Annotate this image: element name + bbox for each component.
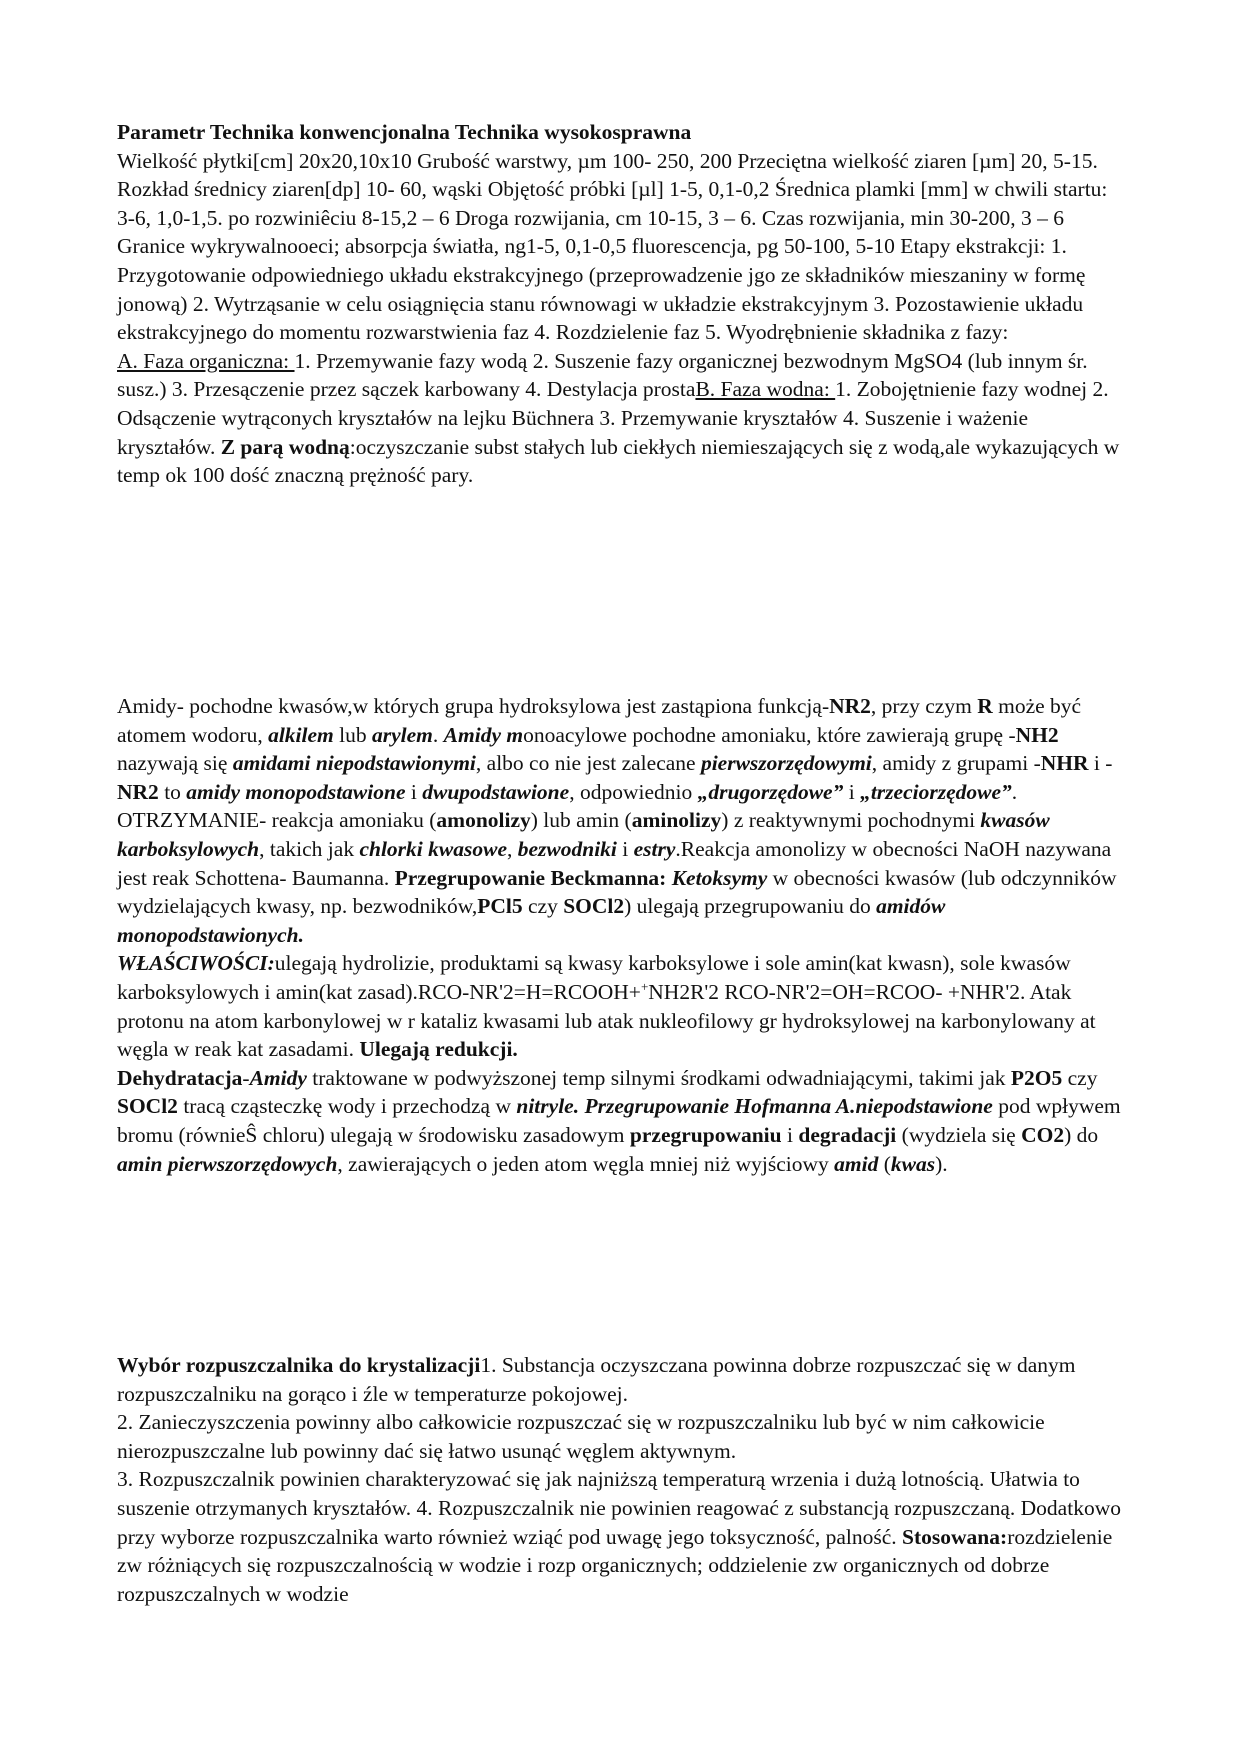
- properties-label: WŁAŚCIWOŚCI:: [117, 951, 275, 976]
- text-run: w obecności kwasów (lub odczynników wydzielających kwasy, np. bezwodników,: [117, 865, 1117, 919]
- text-run: , takich jak: [259, 836, 360, 861]
- paragraph: [117, 1408, 1127, 1465]
- section-amides: [117, 692, 1127, 1178]
- text-run: Amidy: [249, 1065, 307, 1090]
- paragraph: [117, 1351, 1127, 1408]
- text-run: Ketoksymy: [671, 865, 768, 890]
- text-run: (: [878, 1151, 891, 1176]
- text-run: ,: [506, 836, 518, 861]
- text-run: NHR: [1040, 751, 1089, 776]
- text-run: NH2R'2 RCO-NR'2=OH=RCOO- +NHR'2. Atak protonu na atom karbonylowej w r kataliz kwasami lub atak nukleofilowy gr hydroksylowej na karbonylowany at węgla w reak kat zasadami.: [117, 979, 1096, 1062]
- text-run: , przy czym: [870, 694, 978, 718]
- steam-distillation-text: :oczyszczanie subst stałych lub ciekłych niemieszających się z wodą,ale wykazujących w temp ok 100 dość znaczną prężność pary.: [117, 434, 1120, 488]
- text-run: Przegrupowanie Beckmanna:: [394, 865, 672, 890]
- phase-a-label: A. Faza organiczna:: [117, 348, 295, 373]
- parameters-text: Wielkość płytki[cm] 20x20,10x10 Grubość warstwy, µm 100- 250, 200 Przeciętna wielkość ziaren [µm] 20, 5-15. Rozkład średnicy ziaren[dp] 10- 60, wąski Objętość próbki [µl] 1-5, 0,1-0,2 Średnica plamki [mm] w chwili startu: 3-6, 1,0-1,5. po rozwiniêciu 8-15,2 – 6 Droga rozwijania, cm 10-15, 3 – 6. Czas rozwijania, min 30-200, 3 – 6 Granice wykrywalnooeci; absorpcja światła, ng1-5, 0,1-0,5 fluorescencja, pg 50-100, 5-10 Etapy ekstrakcji: 1. Przygotowanie odpowiedniego układu ekstrakcyjnego (przeprowadzenie jgo ze składników mieszaniny w formę jonową) 2. Wytrząsanie w celu osiągnięcia stanu równowagi w układzie ekstrakcyjnym 3. Pozostawienie układu ekstrakcyjnego do momentu rozwarstwienia faz 4. Rozdzielenie faz 5. Wyodrębnienie składnika z fazy:: [117, 148, 1108, 345]
- paragraph: [117, 147, 1127, 347]
- text-run: , amidy z grupami -: [871, 751, 1041, 776]
- text-run: SOCl2: [117, 1094, 178, 1119]
- text-run: arylem: [372, 722, 433, 747]
- rule-3-text: 3. Rozpuszczalnik powinien charakteryzować się jak najniższą temperaturą wrzenia i dużą lotnością. Ułatwia to suszenie otrzymanych kryształów. 4. Rozpuszczalnik nie powinien reagować z substancją rozpuszczaną. Dodatkowo przy wyborze rozpuszczalnika warto również wziąć pod uwagę jego toksyczność, palność.: [117, 1467, 1121, 1549]
- section-heading: Wybór rozpuszczalnika do krystalizacji: [117, 1353, 481, 1377]
- text-run: i: [781, 1122, 799, 1147]
- text-run: alkilem: [268, 722, 334, 747]
- text-run: P2O5: [1010, 1065, 1063, 1090]
- text-run: degradacji: [798, 1122, 897, 1147]
- text-run: amin pierwszorzędowych: [117, 1151, 338, 1176]
- paragraph: [117, 1064, 1127, 1178]
- text-run: to: [158, 779, 187, 804]
- text-run: amidów monopodstawionych: [117, 894, 946, 947]
- text-run: estry: [633, 836, 676, 861]
- section-chromatography-extraction: [117, 118, 1127, 490]
- text-run: i: [616, 836, 634, 861]
- section-solvent-choice: [117, 1351, 1127, 1608]
- text-run: nazywają się: [117, 751, 233, 776]
- text-run: lub: [333, 722, 372, 747]
- text-run: (wydziela się: [896, 1122, 1022, 1147]
- text-run: traktowane w podwyższonej temp silnymi środkami odwadniającymi, takimi jak: [306, 1065, 1011, 1090]
- text-run: ) ulegają przegrupowaniu do: [624, 894, 877, 919]
- text-run: CO2: [1021, 1122, 1065, 1147]
- rule-2-text: 2. Zanieczyszczenia powinny albo całkowicie rozpuszczać się w rozpuszczalniku lub być w nim całkowicie nierozpuszczalne lub powinny dać się łatwo usunąć węglem aktywnym.: [117, 1410, 1045, 1463]
- text-run: chlorki kwasowe: [359, 836, 507, 861]
- text-run: .: [298, 922, 304, 947]
- text-run: ).: [935, 1151, 948, 1176]
- text-run: nitryle.: [516, 1094, 580, 1119]
- text-run: NR2: [829, 694, 871, 718]
- steam-distillation-label: Z parą wodną: [220, 434, 350, 459]
- paragraph: [117, 692, 1127, 949]
- text-run: PCl5: [477, 894, 523, 919]
- text-run: ) lub amin (: [530, 808, 632, 833]
- text-run: SOCl2: [563, 894, 625, 919]
- paragraph: [117, 347, 1127, 490]
- text-run: Amidy- pochodne kwasów,w których grupa hydroksylowa jest zastąpiona funkcją-: [117, 694, 830, 718]
- text-run: ) z reaktywnymi pochodnymi: [721, 808, 981, 833]
- text-run: może być atomem wodoru,: [117, 694, 1082, 747]
- rule-1-text: 1. Substancja oczyszczana powinna dobrze rozpuszczać się w danym rozpuszczalniku na gorąco i źle w temperaturze pokojowej.: [117, 1353, 1076, 1406]
- text-run: kwas: [890, 1151, 936, 1176]
- text-run: onoacylowe pochodne amoniaku, które zawierają grupę -: [523, 722, 1016, 747]
- text-run: „drugorzędowe”: [697, 779, 844, 804]
- text-run: R: [977, 694, 993, 718]
- text-run: bezwodniki: [517, 836, 617, 861]
- text-run: , zawierających o jeden atom węgla mniej niż wyjściowy: [337, 1151, 835, 1176]
- text-run: NH2: [1015, 722, 1059, 747]
- text-run: i: [405, 779, 423, 804]
- application-label: Stosowana:: [902, 1524, 1008, 1549]
- text-run: .: [432, 722, 444, 747]
- text-run: ulegają hydrolizie, produktami są kwasy karboksylowe i sole amin(kat kwasn), sole kwasów karboksylowych i amin(kat zasad).RCO-NR'2=H=RCOOH+: [117, 951, 1071, 1004]
- phase-b-label: B. Faza wodna:: [695, 377, 836, 402]
- dehydration-label: Dehydratacja: [117, 1065, 243, 1090]
- text-run: .Reakcja amonolizy w obecności NaOH nazywana jest reak Schottena- Baumanna.: [117, 836, 1112, 890]
- text-run: „trzeciorzędowe”: [860, 779, 1012, 804]
- section-heading: Parametr Technika konwencjonalna Technika wysokosprawna: [117, 120, 692, 144]
- text-run: Ulegają redukcji.: [359, 1037, 518, 1062]
- text-run: , odpowiednio: [569, 779, 698, 804]
- phase-a-text: 1. Przemywanie fazy wodą 2. Suszenie fazy organicznej bezwodnym MgSO4 (lub innym śr. susz.) 3. Przesączenie przez sączek karbowany 4. Destylacja prosta: [117, 348, 1088, 402]
- text-run: amidami niepodstawionymi: [232, 751, 476, 776]
- text-run: amidy monopodstawione: [186, 779, 406, 804]
- text-run: czy: [1062, 1065, 1098, 1090]
- text-run: pod wpływem bromu (równieŜ chloru) ulegają w środowisku zasadowym: [117, 1094, 1121, 1147]
- text-run: amid: [834, 1151, 879, 1176]
- paragraph: [117, 1465, 1127, 1608]
- text-run: dwupodstawione: [422, 779, 570, 804]
- application-text: rozdzielenie zw różniących się rozpuszczalnością w wodzie i rozp organicznych; oddzielenie zw organicznych od dobrze rozpuszczalnych w wodzie: [117, 1524, 1113, 1606]
- text-run: pierwszorzędowymi: [700, 751, 872, 776]
- text-run: aminolizy: [631, 808, 722, 833]
- text-run: -: [242, 1065, 250, 1090]
- text-run: ) do: [1064, 1122, 1099, 1147]
- text-run: i: [843, 779, 861, 804]
- text-run: . OTRZYMANIE- reakcja amoniaku (: [117, 779, 1018, 833]
- table-header-line: [117, 118, 1127, 147]
- superscript: +: [640, 978, 649, 994]
- paragraph: [117, 949, 1127, 1063]
- text-run: przegrupowaniu: [629, 1122, 782, 1147]
- text-run: kwasów karboksylowych: [117, 808, 1050, 861]
- text-run: i -: [1088, 751, 1113, 776]
- text-run: Amidy m: [443, 722, 524, 747]
- text-run: amonolizy: [436, 808, 531, 833]
- text-run: Przegrupowanie Hofmanna A.niepodstawione: [584, 1094, 993, 1119]
- text-run: czy: [522, 894, 564, 919]
- text-run: , albo co nie jest zalecane: [475, 751, 701, 776]
- text-run: tracą cząsteczkę wody i przechodzą w: [177, 1094, 517, 1119]
- text-run: NR2: [117, 779, 159, 804]
- phase-b-text: 1. Zobojętnienie fazy wodnej 2. Odsączenie wytrąconych kryształów na lejku Büchnera 3. Przemywanie kryształów 4. Suszenie i ważenie kryształów.: [117, 377, 1109, 459]
